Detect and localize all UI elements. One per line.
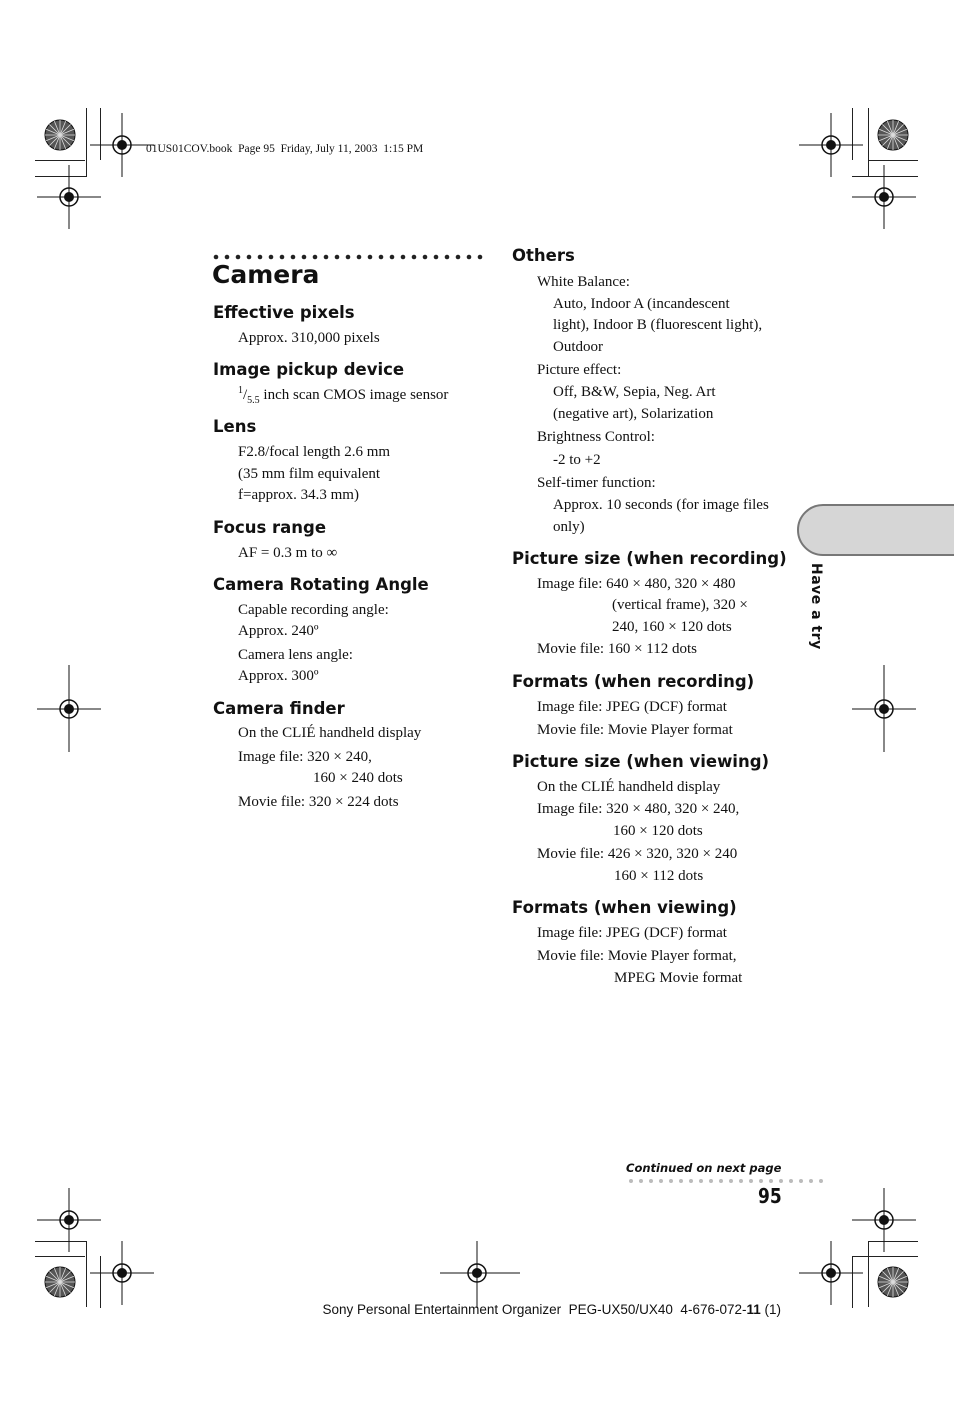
star-target-icon — [878, 1267, 908, 1297]
text-line: Approx. 10 seconds (for image files — [553, 497, 769, 513]
heading-others: Others — [512, 246, 575, 265]
side-tab — [797, 504, 954, 556]
side-tab-label: Have a try — [808, 563, 824, 650]
text-line: Image file: 320 × 480, 320 × 240, — [537, 801, 740, 817]
registration-icon — [852, 165, 916, 229]
text-line: Movie file: 426 × 320, 320 × 240 — [537, 846, 738, 862]
star-target-icon — [45, 1267, 75, 1297]
text-line: F2.8/focal length 2.6 mm — [238, 444, 391, 460]
heading-image-pickup: Image pickup device — [213, 360, 405, 379]
text-line: Picture effect: — [537, 362, 622, 378]
star-target-icon — [45, 120, 75, 150]
text-line: 160 × 120 dots — [613, 823, 703, 839]
page-number: 95 — [758, 1184, 782, 1208]
registration-icon — [90, 113, 154, 177]
text-line: (negative art), Solarization — [553, 406, 714, 422]
registration-icon — [799, 1241, 863, 1305]
star-target-icon — [878, 120, 908, 150]
text-line: Auto, Indoor A (incandescent — [553, 296, 730, 312]
dotted-rule — [214, 255, 483, 260]
text-line: (35 mm film equivalent — [238, 466, 381, 482]
heading-picture-size-recording: Picture size (when recording) — [512, 549, 787, 568]
heading-picture-size-viewing: Picture size (when viewing) — [512, 752, 770, 771]
image-pickup-value: $^1/_{5.5}$ inch scan CMOS image sensor — [238, 385, 449, 406]
text-line: light), Indoor B (fluorescent light), — [553, 317, 763, 333]
heading-focus-range: Focus range — [213, 518, 327, 537]
text-line: Capable recording angle: — [238, 602, 389, 618]
text-line: Approx. 300º — [238, 668, 319, 684]
text-line: On the CLIÉ handheld display — [238, 725, 422, 741]
text-line: Image file: 640 × 480, 320 × 480 — [537, 576, 736, 592]
heading-camera-finder: Camera finder — [213, 699, 345, 718]
book-info: 01US01COV.book Page 95 Friday, July 11, 2003 1:15 PM — [146, 143, 424, 155]
registration-icon — [37, 1188, 101, 1252]
text-line: Approx. 240º — [238, 623, 319, 639]
heading-rotating-angle: Camera Rotating Angle — [213, 575, 429, 594]
text-line: Movie file: Movie Player format — [537, 722, 733, 738]
continued-dotted-rule — [629, 1179, 823, 1183]
text-line: Off, B&W, Sepia, Neg. Art — [553, 384, 716, 400]
text-line: Movie file: 160 × 112 dots — [537, 641, 697, 657]
text-line: Image file: JPEG (DCF) format — [537, 699, 727, 715]
text-line: Image file: 320 × 240, — [238, 749, 372, 765]
text-line: Image file: JPEG (DCF) format — [537, 925, 727, 941]
registration-icon — [852, 1188, 916, 1252]
heading-formats-viewing: Formats (when viewing) — [512, 898, 737, 917]
text-line: -2 to +2 — [553, 452, 601, 468]
text-line: Movie file: Movie Player format, — [537, 948, 737, 964]
text-line: AF = 0.3 m to ∞ — [238, 545, 338, 561]
text-line: MPEG Movie format — [614, 970, 743, 986]
text-line: Approx. 310,000 pixels — [238, 330, 380, 346]
text-line: Brightness Control: — [537, 429, 655, 445]
footer: Sony Personal Entertainment Organizer PEG-UX50/UX40 4-676-072-11 (1) — [322, 1302, 782, 1317]
text-line: White Balance: — [537, 274, 630, 290]
text-line: f=approx. 34.3 mm) — [238, 487, 359, 503]
text-line: Camera lens angle: — [238, 647, 353, 663]
text-line: Self-timer function: — [537, 475, 656, 491]
text-line: Movie file: 320 × 224 dots — [238, 794, 399, 810]
registration-icon — [799, 113, 863, 177]
registration-icon — [90, 1241, 154, 1305]
heading-formats-recording: Formats (when recording) — [512, 672, 755, 691]
text-line: only) — [553, 519, 585, 535]
text-line: On the CLIÉ handheld display — [537, 779, 721, 795]
heading-lens: Lens — [213, 417, 257, 436]
text-line: 240, 160 × 120 dots — [612, 619, 732, 635]
registration-icon — [37, 165, 101, 229]
text-line: Outdoor — [553, 339, 603, 355]
text-line: 160 × 240 dots — [313, 770, 403, 786]
continued-note: Continued on next page — [626, 1161, 782, 1175]
text-line: (vertical frame), 320 × — [612, 597, 748, 613]
heading-effective-pixels: Effective pixels — [213, 303, 355, 322]
text-line: 160 × 112 dots — [614, 868, 704, 884]
section-title: Camera — [212, 260, 320, 289]
